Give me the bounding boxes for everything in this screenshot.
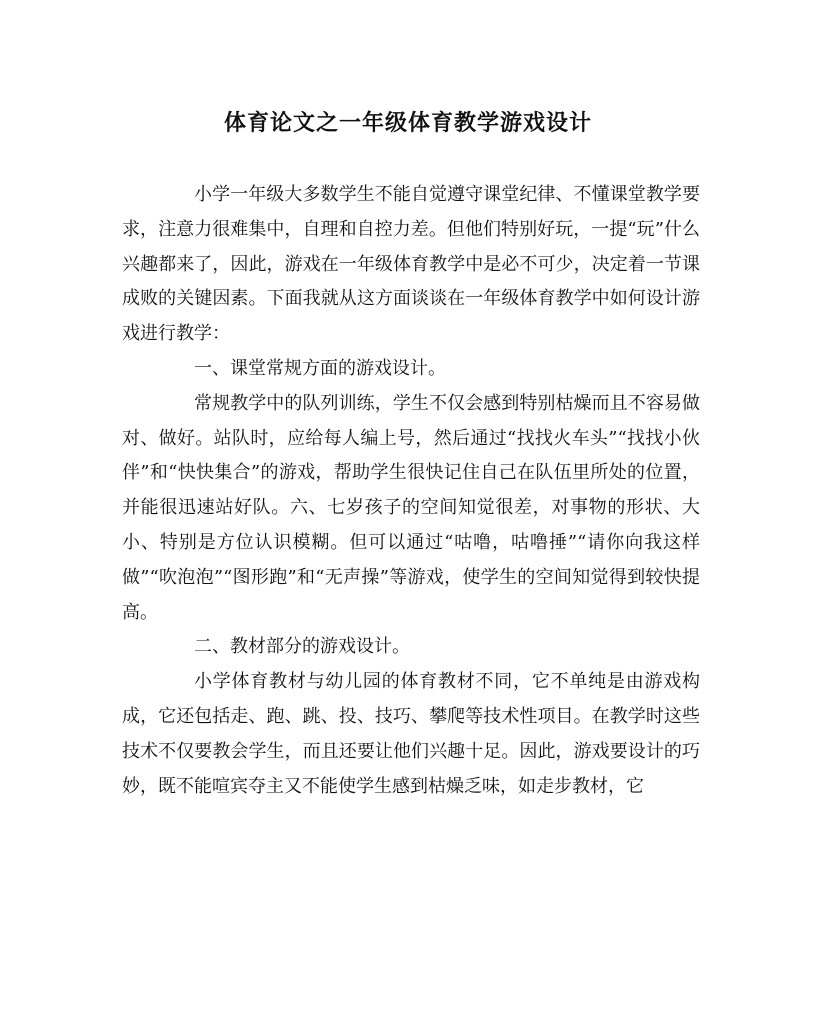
- section-heading-2: 二、教材部分的游戏设计。: [194, 636, 410, 658]
- document-body: [122, 178, 700, 804]
- document-title: 体育论文之一年级体育教学游戏设计: [223, 110, 592, 136]
- section-2-paragraph: 小学体育教材与幼儿园的体育教材不同，它不单纯是由游戏构成，它还包括走、跑、跳、投、技巧、攀爬等技术性项目。在教学时这些技术不仅要教会学生，而且还要让他们兴趣十足。因此，游戏要设计的巧妙，既不能喧宾夺主又不能使学生感到枯燥乏味，如走步教材，它: [122, 671, 700, 797]
- section-heading-1: 一、课堂常规方面的游戏设计。: [194, 357, 446, 379]
- section-1-paragraph: 常规教学中的队列训练，学生不仅会感到特别枯燥而且不容易做对、做好。站队时，应给每人编上号，然后通过“找找火车头”“找找小伙伴”和“快快集合”的游戏，帮助学生很快记住自己在队伍里所处的位置，并能很迅速站好队。六、七岁孩子的空间知觉很差，对事物的形状、大小、特别是方位认识模糊。但可以通过“咕噜，咕噜捶”“请你向我这样做”“吹泡泡”“图形跑”和“无声操”等游戏，使学生的空间知觉得到较快提高。: [122, 392, 700, 623]
- intro-paragraph: 小学一年级大多数学生不能自觉遵守课堂纪律、不懂课堂教学要求，注意力很难集中，自理和自控力差。但他们特别好玩，一提“玩”什么兴趣都来了，因此，游戏在一年级体育教学中是必不可少，决定着一节课成败的关键因素。下面我就从这方面谈谈在一年级体育教学中如何设计游戏进行教学：: [122, 184, 700, 345]
